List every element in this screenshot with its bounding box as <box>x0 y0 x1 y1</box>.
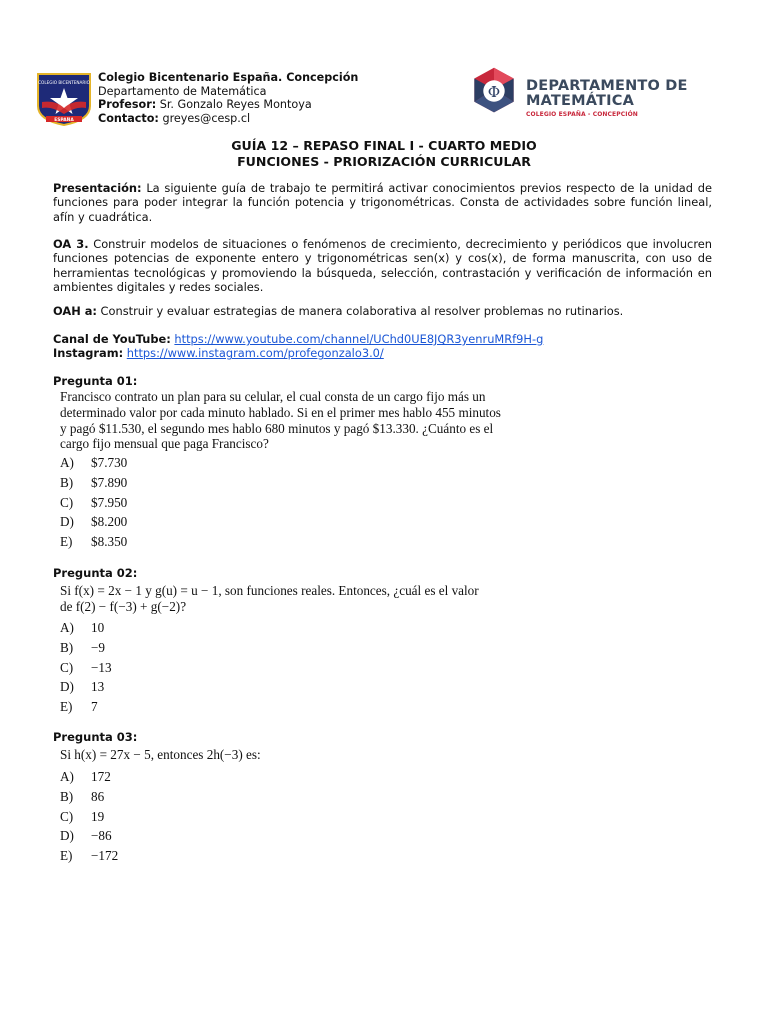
question-line: cargo fijo mensual que paga Francisco? <box>60 436 269 452</box>
option-b[interactable] <box>60 473 127 493</box>
contact-email: greyes@cesp.cl <box>158 111 251 125</box>
presentation-text: La siguiente guía de trabajo te permitirá activar conocimientos previos respecto de la unidad de funciones para poder integrar la función potencia y trigonométricas. Consta de actividades sobre función lineal, afín y cuadrática. <box>53 181 712 224</box>
option-value: $7.730 <box>91 455 128 470</box>
question-3-label: Pregunta 03: <box>53 730 138 744</box>
school-info <box>98 71 358 125</box>
question-2-options <box>60 618 112 717</box>
guide-title <box>0 138 768 169</box>
crest-top-text: COLEGIO BICENTENARIO <box>38 80 90 85</box>
option-letter: B) <box>60 639 74 655</box>
option-e[interactable] <box>60 697 112 717</box>
question-line: Francisco contrato un plan para su celular, el cual consta de un cargo fijo más un <box>60 389 486 404</box>
school-name: Colegio Bicentenario España. Concepción <box>98 71 359 84</box>
option-d[interactable] <box>60 512 127 532</box>
instagram-link[interactable]: https://www.instagram.com/profegonzalo3.0/ <box>126 346 384 361</box>
oah-text: Construir y evaluar estrategias de manera colaborativa al resolver problemas no rutinarios. <box>96 304 624 318</box>
option-value: $7.950 <box>91 494 128 510</box>
question-1-text <box>60 389 562 452</box>
option-b[interactable] <box>60 638 112 658</box>
math-department-logo <box>464 66 524 116</box>
option-c[interactable] <box>60 493 127 513</box>
crest-bottom-text: ESPAÑA <box>54 117 74 123</box>
option-letter: E) <box>60 699 73 715</box>
option-a[interactable] <box>60 618 112 638</box>
option-value: $7.890 <box>91 474 128 490</box>
option-value: 7 <box>91 699 98 715</box>
question-1-options <box>60 453 127 552</box>
option-value: −9 <box>91 639 106 655</box>
oa3-paragraph <box>53 237 712 295</box>
question-line: y pagó $11.530, el segundo mes hablo 680 minutos y pagó $13.330. ¿Cuánto es el <box>60 420 494 436</box>
oah-paragraph <box>53 304 712 318</box>
option-e[interactable] <box>60 846 118 866</box>
option-letter: B) <box>60 474 74 490</box>
phi-symbol: Φ <box>487 82 501 101</box>
option-letter: A) <box>60 769 74 784</box>
question-line: determinado valor por cada minuto hablado. Si en el primer mes hablo 455 minutos <box>60 404 501 420</box>
dept-title-line1: DEPARTAMENTO DE <box>526 78 688 94</box>
option-letter: C) <box>60 808 74 824</box>
option-letter: D) <box>60 679 74 695</box>
oah-label: OAH a: <box>53 304 97 318</box>
option-value: 13 <box>91 679 105 695</box>
social-links <box>53 332 712 361</box>
question-1-label: Pregunta 01: <box>53 374 138 388</box>
option-b[interactable] <box>60 787 118 807</box>
option-d[interactable] <box>60 826 118 846</box>
option-letter: B) <box>60 788 74 804</box>
question-3-options <box>60 767 118 866</box>
option-a[interactable] <box>60 453 127 473</box>
option-letter: C) <box>60 494 74 510</box>
teacher-label: Profesor: <box>98 98 157 112</box>
question-3-text <box>60 747 562 763</box>
presentation-paragraph <box>53 181 712 224</box>
option-letter: A) <box>60 620 74 635</box>
option-c[interactable] <box>60 807 118 827</box>
option-value: 172 <box>91 769 111 784</box>
option-letter: E) <box>60 534 73 550</box>
option-c[interactable] <box>60 658 112 678</box>
youtube-label: Canal de YouTube: <box>53 332 171 346</box>
option-letter: A) <box>60 455 74 470</box>
question-2-text <box>60 583 562 615</box>
instagram-label: Instagram: <box>53 346 124 361</box>
presentation-label: Presentación: <box>53 181 142 195</box>
question-line: Si f(x) = 2x − 1 y g(u) = u − 1, son funciones reales. Entonces, ¿cuál es el valor <box>60 583 479 598</box>
option-e[interactable] <box>60 532 127 552</box>
option-value: −172 <box>91 848 119 864</box>
department-banner <box>526 79 688 118</box>
question-2-label: Pregunta 02: <box>53 566 138 580</box>
option-value: $8.350 <box>91 534 128 550</box>
dept-subtitle: COLEGIO ESPAÑA - CONCEPCIÓN <box>526 111 638 118</box>
option-a[interactable] <box>60 767 118 787</box>
option-letter: E) <box>60 848 73 864</box>
department-name: Departamento de Matemática <box>98 84 267 98</box>
option-d[interactable] <box>60 677 112 697</box>
option-letter: D) <box>60 514 74 530</box>
option-value: 86 <box>91 788 105 804</box>
option-value: −86 <box>91 828 112 844</box>
oa3-label: OA 3. <box>53 237 89 251</box>
question-line: de f(2) − f(−3) + g(−2)? <box>60 598 187 614</box>
option-value: 19 <box>91 808 105 824</box>
guide-title-line1: GUÍA 12 – REPASO FINAL I - CUARTO MEDIO <box>231 138 537 153</box>
option-value: $8.200 <box>91 514 128 530</box>
option-letter: C) <box>60 659 74 675</box>
contact-label: Contacto: <box>98 111 159 125</box>
document-header <box>34 66 734 130</box>
youtube-link[interactable]: https://www.youtube.com/channel/UChd0UE8JQR3yenruMRf9H-g <box>174 332 544 346</box>
question-line: Si h(x) = 27x − 5, entonces 2h(−3) es: <box>60 747 261 762</box>
school-crest-logo <box>36 72 92 126</box>
teacher-name: Sr. Gonzalo Reyes Montoya <box>156 98 312 112</box>
oa3-text: Construir modelos de situaciones o fenómenos de crecimiento, decrecimiento y periódicos que involucren funciones potencias de exponente entero y trigonométricas sen(x) y cos(x), de forma manuscrita, con uso de herramientas tecnológicas y promoviendo la búsqueda, selección, contrastación y verificación de información en ambientes digitales y redes sociales. <box>53 237 712 295</box>
option-value: −13 <box>91 659 112 675</box>
guide-title-line2: FUNCIONES - PRIORIZACIÓN CURRICULAR <box>237 153 531 169</box>
option-value: 10 <box>91 620 105 635</box>
dept-title-line2: MATEMÁTICA <box>526 93 634 109</box>
option-letter: D) <box>60 828 74 844</box>
